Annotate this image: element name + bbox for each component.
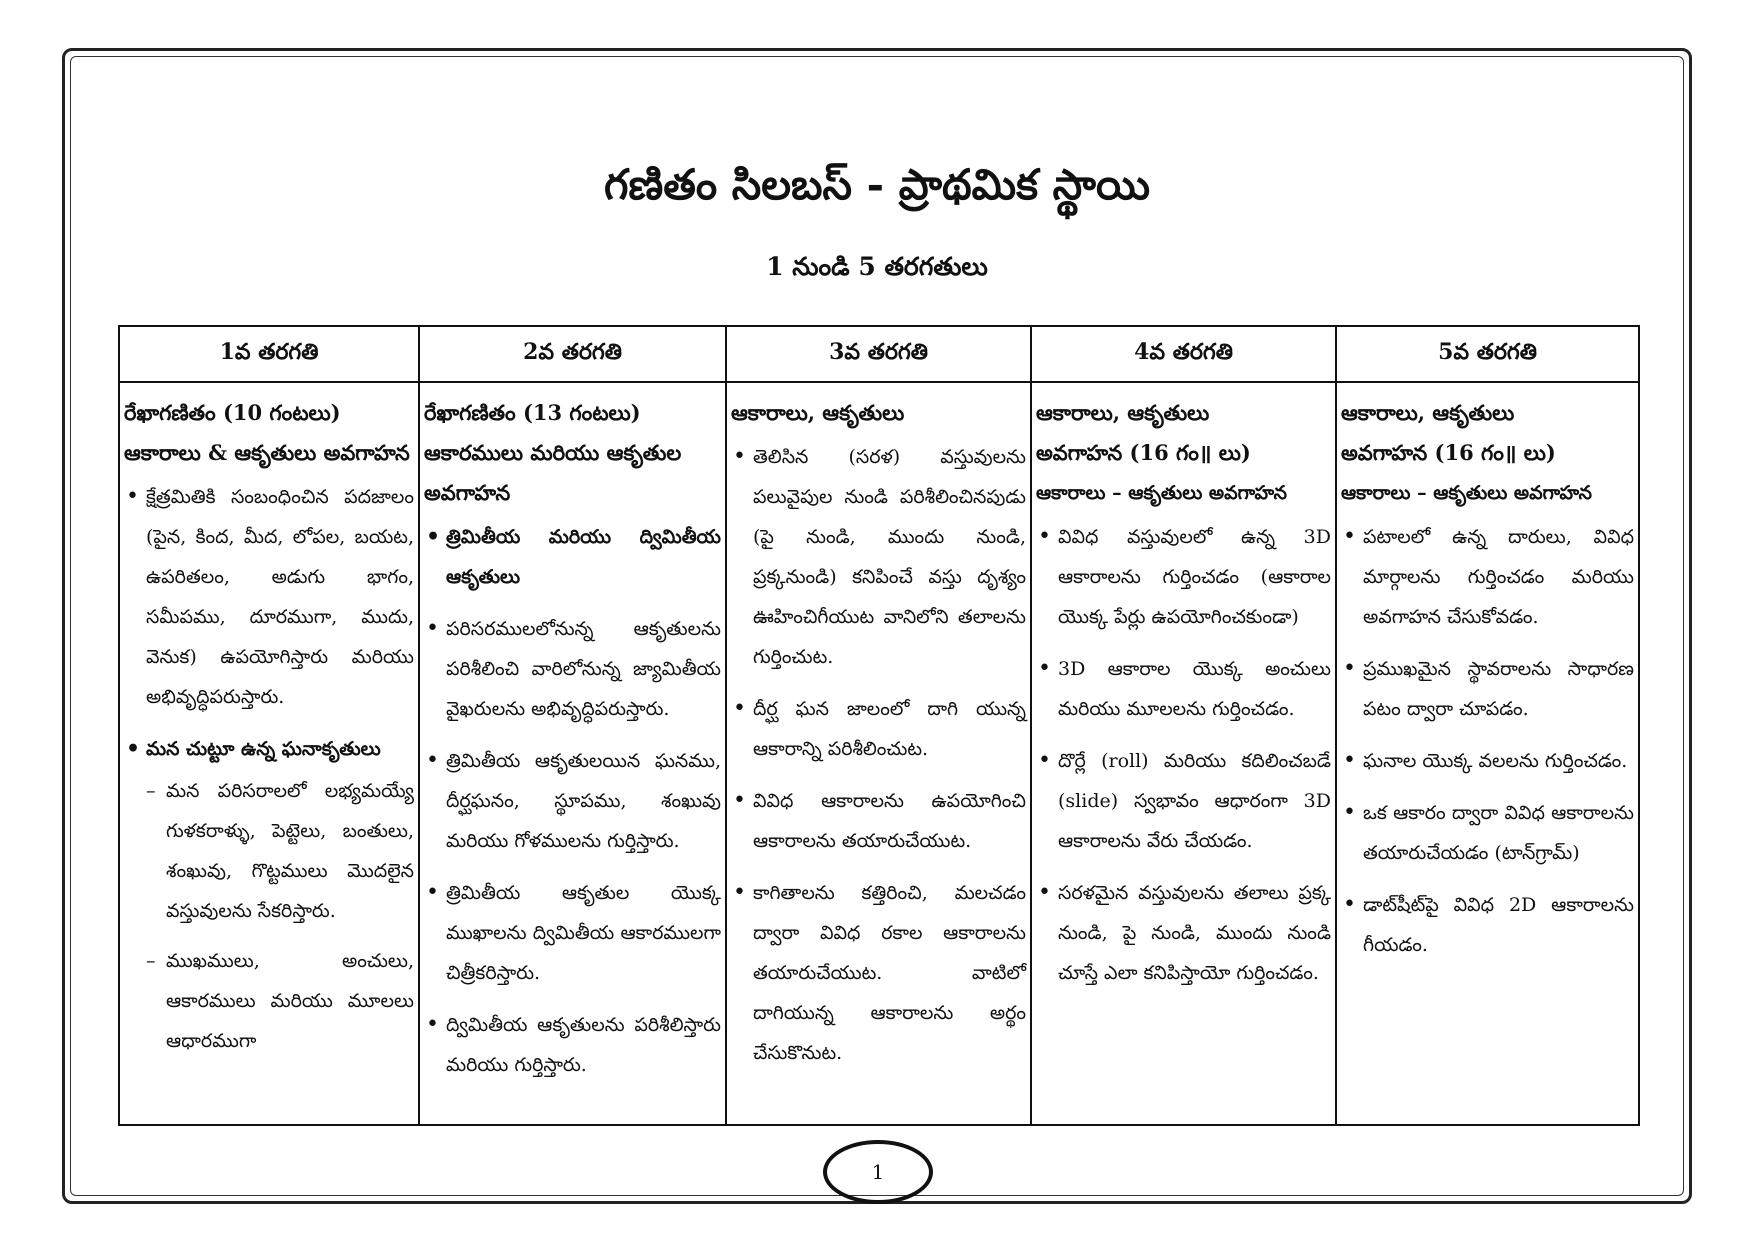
section-heading: రేఖాగణితం (10 గంటలు): [124, 400, 341, 425]
list-item: • 3D ఆకారాల యొక్క అంచులు మరియు మూలలను గుర్తించడం.: [1058, 649, 1331, 729]
section-heading: అవగాహన (16 గం॥ లు): [1036, 440, 1251, 465]
table-content-row: [119, 382, 1639, 1125]
page-subtitle: 1 నుండి 5 తరగతులు: [766, 252, 988, 281]
cell-class-2: [419, 382, 726, 1125]
section-heading: ఆకారాలు, ఆకృతులు: [1341, 400, 1515, 425]
section-heading: ఆకారాలు & ఆకృతులు అవగాహన: [124, 440, 410, 465]
header-class-4: 4వ తరగతి: [1031, 326, 1336, 382]
header-class-2: 2వ తరగతి: [419, 326, 726, 382]
list-item: • త్రిమితీయ ఆకృతులయిన ఘనము, దీర్ఘఘనం, స్థూపము, శంఖువు మరియు గోళములను గుర్తిస్తారు.: [446, 741, 721, 861]
list-item: • దీర్ఘ ఘన జాలంలో దాగి యున్న ఆకారాన్ని పరిశీలించుట.: [753, 689, 1026, 769]
list-item: • ద్విమితీయ ఆకృతులను పరిశీలిస్తారు మరియు గుర్తిస్తారు.: [446, 1005, 721, 1085]
section-heading: ఆకారాలు, ఆకృతులు: [731, 400, 905, 425]
list-item: [146, 729, 414, 1061]
section-heading: ఆకారాలు, ఆకృతులు: [1036, 400, 1210, 425]
section-heading: రేఖాగణితం (13 గంటలు): [424, 400, 641, 425]
section-heading: అవగాహన (16 గం॥ లు): [1341, 440, 1556, 465]
header-class-5: 5వ తరగతి: [1336, 326, 1639, 382]
header-class-3: 3వ తరగతి: [726, 326, 1031, 382]
section-subheading: ఆకారాలు – ఆకృతులు అవగాహన: [1341, 482, 1592, 504]
list-item: • ప్రముఖమైన స్థావరాలను సాధారణ పటం ద్వారా చూపడం.: [1363, 649, 1634, 729]
cell-class-4: [1031, 382, 1336, 1125]
list-item: • వివిధ ఆకారాలను ఉపయోగించి ఆకారాలను తయారుచేయుట.: [753, 781, 1026, 861]
list-item: • పటాలలో ఉన్న దారులు, వివిధ మార్గాలను గుర్తించడం మరియు అవగాహన చేసుకోవడం.: [1363, 517, 1634, 637]
section-subheading: ఆకారాలు – ఆకృతులు అవగాహన: [1036, 482, 1287, 504]
list-item: • త్రిమితీయ ఆకృతుల యొక్క ముఖాలను ద్విమితీయ ఆకారములగా చిత్రీకరిస్తారు.: [446, 873, 721, 993]
list-item: • తెలిసిన (సరళ) వస్తువులను పలువైపుల నుండి పరిశీలించినపుడు (పై నుండి, ముందు నుండి, ప్రక్కనుండి) కనిపించే వస్తు దృశ్యం ఊహించిగీయుట వానిలోని తలాలను గుర్తించుట.: [753, 437, 1026, 677]
list-item: • కాగితాలను కత్తిరించి, మలచడం ద్వారా వివిధ రకాల ఆకారాలను తయారుచేయుట. వాటిలో దాగియున్న ఆకారాలను అర్థం చేసుకొనుట.: [753, 873, 1026, 1073]
syllabus-table: [118, 325, 1640, 1126]
list-item: • పరిసరములలోనున్న ఆకృతులను పరిశీలించి వారిలోనున్న జ్యామితీయ వైఖరులను అభివృద్ధిపరుస్తారు.: [446, 609, 721, 729]
list-item: • వివిధ వస్తువులలో ఉన్న 3D ఆకారాలను గుర్తించడం (ఆకారాల యొక్క పేర్లు ఉపయోగించకుండా): [1058, 517, 1331, 637]
cell-class-1: [119, 382, 419, 1125]
section-heading: ఆకారములు మరియు ఆకృతుల అవగాహన: [424, 440, 682, 505]
bullet-list: [124, 477, 414, 1061]
list-item-label: మన చుట్టూ ఉన్న ఘనాకృతులు: [146, 738, 381, 760]
header-class-1: 1వ తరగతి: [119, 326, 419, 382]
list-item: • త్రిమితీయ మరియు ద్విమితీయ ఆకృతులు: [446, 517, 721, 597]
list-item: – మన పరిసరాలలో లభ్యమయ్యే గుళకరాళ్ళు, పెట్టెలు, బంతులు, శంఖువు, గొట్టములు మొదలైన వస్తువులను సేకరిస్తారు.: [166, 771, 414, 931]
bullet-list: [731, 437, 1026, 1073]
list-item: • దొర్లే (roll) మరియు కదిలించబడే (slide) స్వభావం ఆధారంగా 3D ఆకారాలను వేరు చేయడం.: [1058, 741, 1331, 861]
dash-list: [146, 771, 414, 1061]
bullet-list: [1036, 517, 1331, 993]
cell-class-5: [1336, 382, 1639, 1125]
list-item: • డాట్‌షీట్‌పై వివిధ 2D ఆకారాలను గీయడం.: [1363, 885, 1634, 965]
page-number: 1: [871, 1160, 885, 1184]
page-number-badge: [823, 1140, 933, 1204]
bullet-list: [1341, 517, 1634, 965]
page-title: గణితం సిలబస్ - ప్రాథమిక స్థాయి: [604, 160, 1150, 209]
list-item: • సరళమైన వస్తువులను తలాలు ప్రక్క నుండి, పై నుండి, ముందు నుండి చూస్తే ఎలా కనిపిస్తాయో గుర్తించడం.: [1058, 873, 1331, 993]
list-item: • ఒక ఆకారం ద్వారా వివిధ ఆకారాలను తయారుచేయడం (టాన్‌గ్రామ్): [1363, 793, 1634, 873]
bullet-list: [424, 517, 721, 1085]
list-item: • క్షేత్రమితికి సంబంధించిన పదజాలం (పైన, కింద, మీద, లోపల, బయట, ఉపరితలం, అడుగు భాగం, సమీపము, దూరముగా, ముదు, వెనుక) ఉపయోగిస్తారు మరియు అభివృద్ధిపరుస్తారు.: [146, 477, 414, 717]
list-item: – ముఖములు, అంచులు, ఆకారములు మరియు మూలలు ఆధారముగా: [166, 941, 414, 1061]
table-header-row: [119, 326, 1639, 382]
cell-class-3: [726, 382, 1031, 1125]
list-item: • ఘనాల యొక్క వలలను గుర్తించడం.: [1363, 741, 1634, 781]
